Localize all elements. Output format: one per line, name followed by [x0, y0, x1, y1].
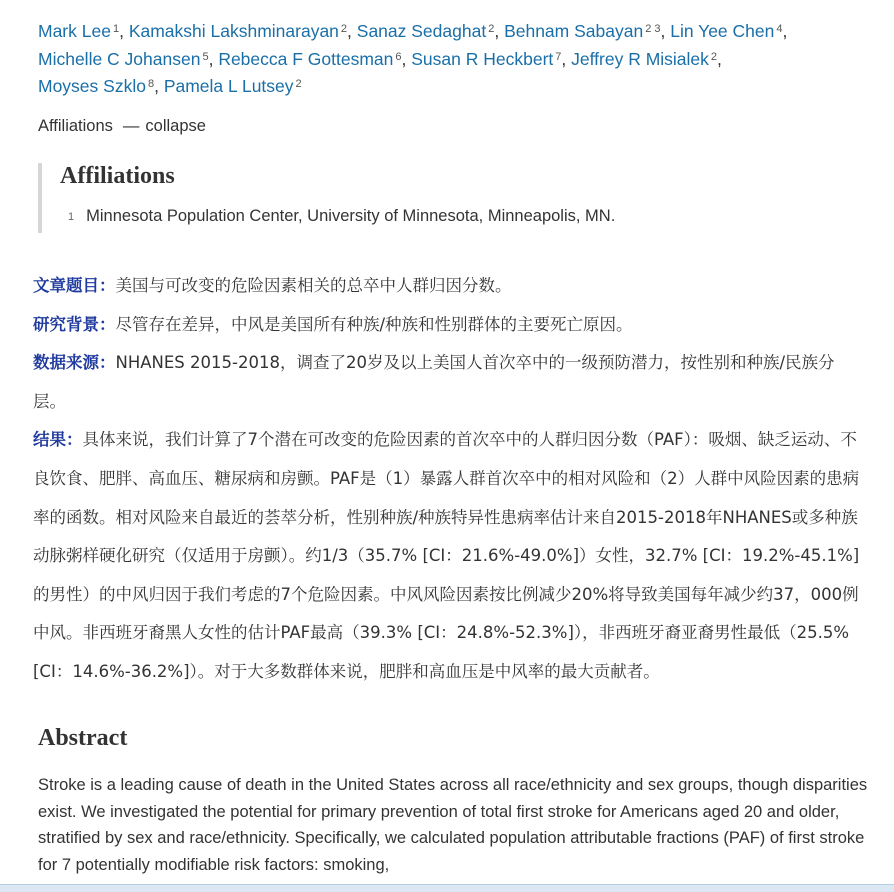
affiliation-ref[interactable]: 2 3 [645, 23, 661, 35]
affiliation-ref[interactable]: 2 [340, 23, 348, 35]
affiliation-number: 1 [68, 211, 75, 223]
author-link[interactable]: Kamakshi Lakshminarayan [128, 21, 339, 41]
summary-data-text: NHANES 2015-2018，调查了20岁及以上美国人首次卒中的一级预防潜力，按性别和种族/民族分层。 [33, 353, 835, 411]
chinese-summary [33, 267, 865, 692]
affiliation-ref[interactable]: 7 [555, 50, 562, 63]
summary-background-row [33, 306, 865, 345]
author-link[interactable]: Mark Lee [38, 21, 111, 41]
affiliations-toggle[interactable] [38, 117, 206, 136]
affiliation-ref[interactable]: 4 [776, 23, 783, 35]
affiliation-text: Minnesota Population Center, University of Minnesota, Minneapolis, MN. [86, 207, 616, 225]
affiliation-ref[interactable]: 8 [147, 78, 155, 90]
affiliation-ref[interactable]: 2 [295, 78, 302, 90]
summary-title-label: 文章题目： [33, 276, 116, 295]
author-link[interactable]: Sanaz Sedaghat [356, 21, 487, 41]
affiliations-panel [38, 163, 842, 233]
summary-background-text: 尽管存在差异，中风是美国所有种族/种族和性别群体的主要死亡原因。 [115, 314, 633, 334]
author-link[interactable]: Lin Yee Chen [670, 21, 775, 41]
author-link[interactable]: Pamela L Lutsey [163, 76, 294, 96]
summary-results-text: 具体来说，我们计算了7个潜在可改变的危险因素的首次卒中的人群归因分数（PAF）：吸烟、缺乏运动、不良饮食、肥胖、高血压、糖尿病和房颤。PAF是（1）暴露人群首次卒中的相对风险和（2）人群中风险因素的患病率的函数。相对风险来自最近的荟萃分析，性别种族/种族特异性患病率估计来自2015-2018年NHANES或多种族动脉粥样硬化研究（仅适用于房颤）。约1/3（35.7% [CI：21.6%-49.0%]）女性，32.7% [CI：19.2%-45.1%]的男性）的中风归因于我们考虑的7个危险因素。中风风险因素按比例减少20%将导致美国每年减少约37，000例中风。非西班牙裔黑人女性的估计PAF最高（39.3% [CI：24.8%-52.3%]），非西班牙裔亚裔男性最低（25.5% [CI：14.6%-36.2%]）。对于大多数群体来说，肥胖和高血压是中风率的最大贡献者。 [33, 430, 860, 681]
author-link[interactable]: Behnam Sabayan [504, 21, 644, 41]
abstract-text: Stroke is a leading cause of death in the United States across all race/ethnicity and sex groups, though disparities exist. We investigated the potential for primary prevention of total first stroke for Americans aged 20 and older, stratified by sex and race/ethnicity. Specifically, we calculated population attributable fractions (PAF) of first stroke for 7 potentially modifiable risk factors: smoking, [38, 776, 868, 874]
affiliations-toggle-label: Affiliations [38, 117, 113, 135]
summary-results-row [33, 421, 865, 691]
author-link[interactable]: Jeffrey R Misialek [571, 48, 709, 69]
affiliation-ref[interactable]: 6 [395, 50, 402, 63]
author-link[interactable]: Susan R Heckbert [411, 48, 554, 69]
summary-data-label: 数据来源： [33, 353, 116, 373]
collapse-label[interactable]: collapse [145, 117, 206, 135]
author-link[interactable]: Rebecca F Gottesman [218, 48, 394, 69]
author-list: Mark Lee $^1$, Kamakshi Lakshminarayan $^2$, Sanaz Sedaghat $^2$, Behnam Sabayan $^{2 3}$, Lin Yee Chen $^4$, Michelle C Johansen $^5$, Rebecca F Gottesman $^6$, Susan R Heckbert $^7$, Jeffrey R Misialek $^2$, Moyses Szklo $^8$, Pamela L Lutsey $^2$ [38, 21, 788, 96]
summary-data-row [33, 344, 865, 421]
abstract-heading: Abstract [38, 725, 128, 751]
summary-title-text: 美国与可改变的危险因素相关的总卒中人群归因分数。 [115, 276, 512, 295]
collapse-dash-icon: — [122, 117, 140, 135]
affiliation-ref[interactable]: 5 [202, 50, 209, 63]
affiliations-heading: Affiliations [60, 163, 175, 189]
author-link[interactable]: Moyses Szklo [38, 76, 146, 96]
affiliation-ref[interactable]: 2 [710, 50, 718, 63]
affiliation-ref[interactable]: 2 [488, 23, 495, 35]
summary-title-row [33, 267, 865, 306]
affiliation-ref[interactable]: 1 [112, 23, 120, 35]
summary-background-label: 研究背景： [33, 314, 116, 334]
summary-results-label: 结果： [33, 430, 83, 450]
affiliation-item [68, 207, 615, 226]
author-link[interactable]: Michelle C Johansen [38, 48, 201, 69]
